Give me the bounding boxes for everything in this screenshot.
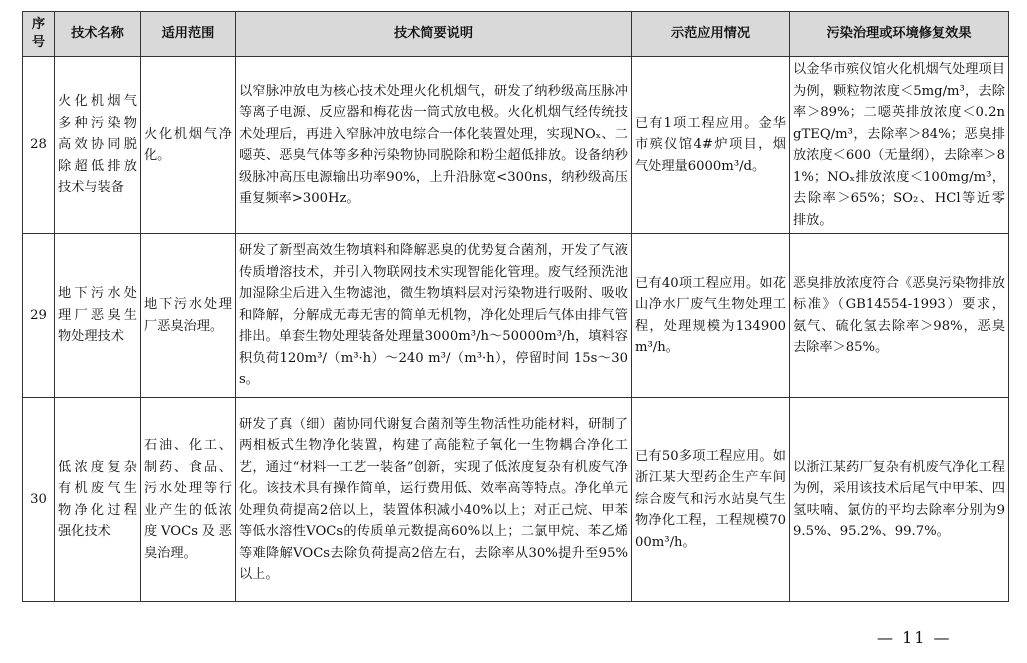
scope-cell: 火化机烟气净化。 [141, 57, 236, 234]
demo-cell: 已有50多项工程应用。如浙江某大型药企生产车间综合废气和污水站臭气生物净化工程，工程规模7000m³/h。 [632, 398, 790, 602]
tech-name-cell: 火化机烟气多种污染物高效协同脱除超低排放技术与装备 [55, 57, 141, 234]
description-cell: 研发了新型高效生物填料和降解恶臭的优势复合菌剂，开发了气液传质增溶技术，并引入物联网技术实现智能化管理。废气经预洗池加湿除尘后进入生物滤池，微生物填料层对污染物进行吸附、吸收和降解，分解成无毒无害的简单无机物，净化处理后气体由排气管排出。单套生物处理装备处理量3000m³/h～50000m³/h，填料容积负荷120m³/（m³·h）～240 m³/（m³·h），停留时间 15s～30s。 [236, 234, 632, 398]
effect-cell: 以金华市殡仪馆火化机烟气处理项目为例，颗粒物浓度＜5mg/m³，去除率＞89%；二噁英排放浓度＜0.2ngTEQ/m³，去除率＞84%；恶臭排放浓度＜600（无量纲），去除率＞81%；NOₓ排放浓度＜100mg/m³，去除率＞65%；SO₂、HCl等近零排放。 [790, 57, 1009, 234]
row-number: 30 [23, 398, 55, 602]
header-demo: 示范应用情况 [632, 12, 790, 57]
row-number: 29 [23, 234, 55, 398]
row-number: 28 [23, 57, 55, 234]
header-description: 技术简要说明 [236, 12, 632, 57]
header-effect: 污染治理或环境修复效果 [790, 12, 1009, 57]
demo-cell: 已有1项工程应用。金华市殡仪馆4#炉项目，烟气处理量6000m³/d。 [632, 57, 790, 234]
header-tech-name: 技术名称 [55, 12, 141, 57]
header-scope: 适用范围 [141, 12, 236, 57]
header-number: 序号 [23, 12, 55, 57]
table-header-row [23, 12, 1009, 57]
table-row [23, 234, 1009, 398]
description-cell: 以窄脉冲放电为核心技术处理火化机烟气，研发了纳秒级高压脉冲等离子电源、反应器和梅花齿一筒式放电极。火化机烟气经传统技术处理后，再进入窄脉冲放电综合一体化装置处理，实现NOₓ、二噁英、恶臭气体等多种污染物协同脱除和粉尘超低排放。设备纳秒级脉冲高压电源输出功率90%，上升沿脉宽<300ns，纳秒级高压重复频率>300Hz。 [236, 57, 632, 234]
technology-table [22, 11, 1009, 602]
tech-name-cell: 地下污水处理厂恶臭生物处理技术 [55, 234, 141, 398]
tech-name-cell: 低浓度复杂有机废气生物净化过程强化技术 [55, 398, 141, 602]
table-row [23, 57, 1009, 234]
table-row [23, 398, 1009, 602]
scope-cell: 地下污水处理厂恶臭治理。 [141, 234, 236, 398]
effect-cell: 以浙江某药厂复杂有机废气净化工程为例，采用该技术后尾气中甲苯、四氢呋喃、氯仿的平均去除率分别为99.5%、95.2%、99.7%。 [790, 398, 1009, 602]
effect-cell: 恶臭排放浓度符合《恶臭污染物排放标准》（GB14554-1993）要求，氨气、硫化氢去除率＞98%，恶臭去除率＞85%。 [790, 234, 1009, 398]
demo-cell: 已有40项工程应用。如花山净水厂废气生物处理工程，处理规模为134900m³/h。 [632, 234, 790, 398]
scope-cell: 石油、化工、制药、食品、污水处理等行业产生的低浓度VOCs及恶臭治理。 [141, 398, 236, 602]
description-cell: 研发了真（细）菌协同代谢复合菌剂等生物活性功能材料，研制了两相板式生物净化装置，构建了高能粒子氧化一生物耦合净化工艺，通过“材料一工艺一装备”创新，实现了低浓度复杂有机废气净化。该技术具有操作简单，运行费用低、效率高等特点。净化单元处理负荷提高2倍以上，装置体积减小40%以上；对正己烷、甲苯等低水溶性VOCs的传质单元数提高60%以上；二氯甲烷、苯乙烯等难降解VOCs去除负荷提高2倍左右，去除率从30%提升至95%以上。 [236, 398, 632, 602]
page-number: — 11 — [877, 628, 952, 647]
